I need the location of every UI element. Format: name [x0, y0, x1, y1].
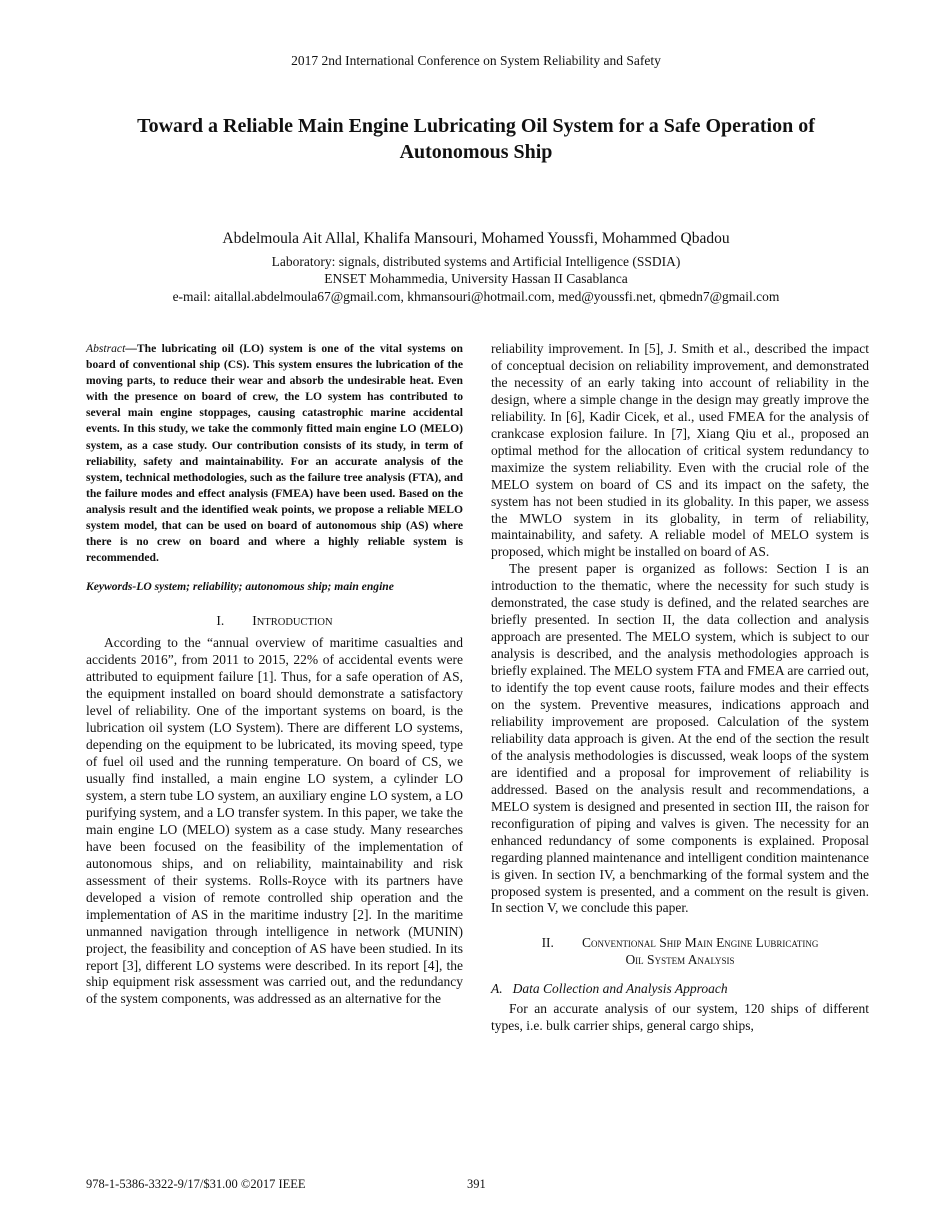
author-emails: e-mail: aitallal.abdelmoula67@gmail.com, khmansouri@hotmail.com, med@youssfi.net, qbmedn7@gmail.com	[172, 289, 780, 304]
section-heading-conventional-ship	[491, 934, 869, 968]
conference-header: 2017 2nd International Conference on System Reliability and Safety	[291, 53, 661, 68]
data-collection-paragraph: For an accurate analysis of our system, 120 ships of different types, i.e. bulk carrier ships, general cargo ships,	[491, 1001, 869, 1034]
section-title-line-2: Oil System Analysis	[625, 952, 735, 968]
footer-isbn: 978-1-5386-3322-9/17/$31.00 ©2017 IEEE	[86, 1177, 306, 1191]
section-number: II.	[541, 935, 554, 951]
section-heading-introduction	[86, 612, 463, 631]
section-title-initial: I	[252, 613, 257, 629]
affiliation-lab: Laboratory: signals, distributed systems and Artificial Intelligence (SSDIA)	[271, 254, 681, 269]
authors: Abdelmoula Ait Allal, Khalifa Mansouri, Mohamed Youssfi, Mohammed Qbadou	[222, 230, 730, 247]
affiliation-institution: ENSET Mohammedia, University Hassan II Casablanca	[324, 271, 628, 286]
subsection-title: Data Collection and Analysis Approach	[512, 981, 728, 997]
subsection-letter: A.	[491, 981, 503, 997]
section-number: I.	[216, 613, 225, 629]
right-column	[491, 341, 869, 1035]
right-paragraph-2: The present paper is organized as follows: Section I is an introduction to the thematic, where the necessity for such study is demonstrated, the case study is defined, and the related searches are briefly presented. In section II, the data collection and analysis approach are presented. The MELO system, which is subject to our analysis is described, and the analysis methodologies approach is briefly explained. The MELO system FTA and FMEA are carried out, to identify the top event cause roots, failure modes and their effects on the system. Preventive measures, indications approach and reliability improvement are proposed. Calculation of the system reliability data approach is given. At the end of the section the result of the analysis methodologies is discussed, weak loops of the system are identified and a proposal for improvement of reliability is addressed. Based on the analysis result and recommendations, a MELO system is designed and presented in section III, the raison for reconfiguration of piping and valves is given. The necessity for an enhanced redundancy of some components is explained. Proposal regarding planned maintenance and intelligent condition maintenance is given. In section IV, a benchmarking of the formal system and the proposed system is presented, and a comment on the result is given. In section V, we conclude this paper.	[491, 561, 869, 916]
left-column	[86, 341, 463, 1008]
section-title-line-1: Conventional Ship Main Engine Lubricating	[581, 935, 819, 951]
subsection-heading	[491, 980, 869, 997]
right-paragraph-1: reliability improvement. In [5], J. Smith et al., described the impact of conceptual decision on reliability improvement, and demonstrated the necessity of an early taking into account of reliability in the design, where a simple change in the design may greatly improve the reliability. In [6], Kadir Cicek, et al., used FMEA for the analysis of crankcase explosion failure. In [7], Xiang Qiu et al., proposed an optimal method for the allocation of critical system redundancy to maximize the system reliability. Even with the crucial role of the MELO system on board of CS and its impact on the safety, the system has not been studied in its globality. In this paper, we assess the MWLO system in its globality, in term of reliability, maintainability, and safety. A reliable model of MELO system is proposed, which might be installed on board of AS.	[491, 341, 869, 560]
abstract-text: The lubricating oil (LO) system is one of the vital systems on board of conventional ship (CS). This system ensures the lubrication of the moving parts, to reduce their wear and absorb the undesirable heat. Even with the presence on board of crew, the LO system has contributed to several main engine stoppages, causing catastrophic marine accidental events. In this study, we take the commonly fitted main engine LO (MELO) system, as a case study. Our contribution consists of its study, in term of reliability, safety and maintainability. For an accurate analysis of the system, technical methodologies, such as the failure tree analysis (FTA), and the failure modes and effect analysis (FMEA) have been used. Based on the analysis result and the identified weak points, we propose a reliable MELO system model, that can be used on board of autonomous ship (AS) where there is no crew on board and where a highly reliable system is recommended.	[86, 342, 463, 565]
page-number: 391	[467, 1177, 486, 1191]
abstract-dash: —	[125, 342, 137, 355]
paper-title	[80, 113, 872, 165]
abstract-label: Abstract	[86, 342, 126, 355]
abstract	[86, 341, 463, 566]
section-title-rest: NTRODUCTION	[256, 617, 333, 629]
title-line-1: Toward a Reliable Main Engine Lubricating Oil System for a Safe Operation of	[137, 115, 815, 137]
introduction-paragraph: According to the “annual overview of maritime casualties and accidents 2016”, from 2011 to 2015, 22% of accidental events were attributed to equipment failure [1]. Thus, for a safe operation of AS, the equipment installed on board should demonstrate a satisfactory level of reliability. One of the important systems on board, is the lubrication oil system (LO System). There are different LO systems, depending on the equipment to be lubricated, its moving speed, type of fuel oil used and the running temperature. On board of CS, we usually find installed, a main engine LO system, a cylinder LO system, a stern tube LO system, an auxiliary engine LO system, a LO purifying system, and a LO transfer system. In this paper, we take the main engine LO (MELO) system as a case study. Many researches have been focused on the feasibility of the implementation of autonomous ships, and on reliability, maintainability and risk assessment of their systems. Rolls-Royce with its partners have developed a vision of remote controlled ship operation and the implementation of AS in the maritime industry [2]. In the maritime unmanned navigation through intelligence in network (MUNIN) project, the feasibility and conception of AS have been studied. In its report [3], different LO systems were described. In its report [4], the ship equipment risk assessment was carried out, and the redundancy of the system components, was addressed as an alternative for the	[86, 635, 463, 1007]
title-line-2: Autonomous Ship	[399, 141, 553, 163]
keywords: Keywords-LO system; reliability; autonomous ship; main engine	[86, 580, 394, 594]
